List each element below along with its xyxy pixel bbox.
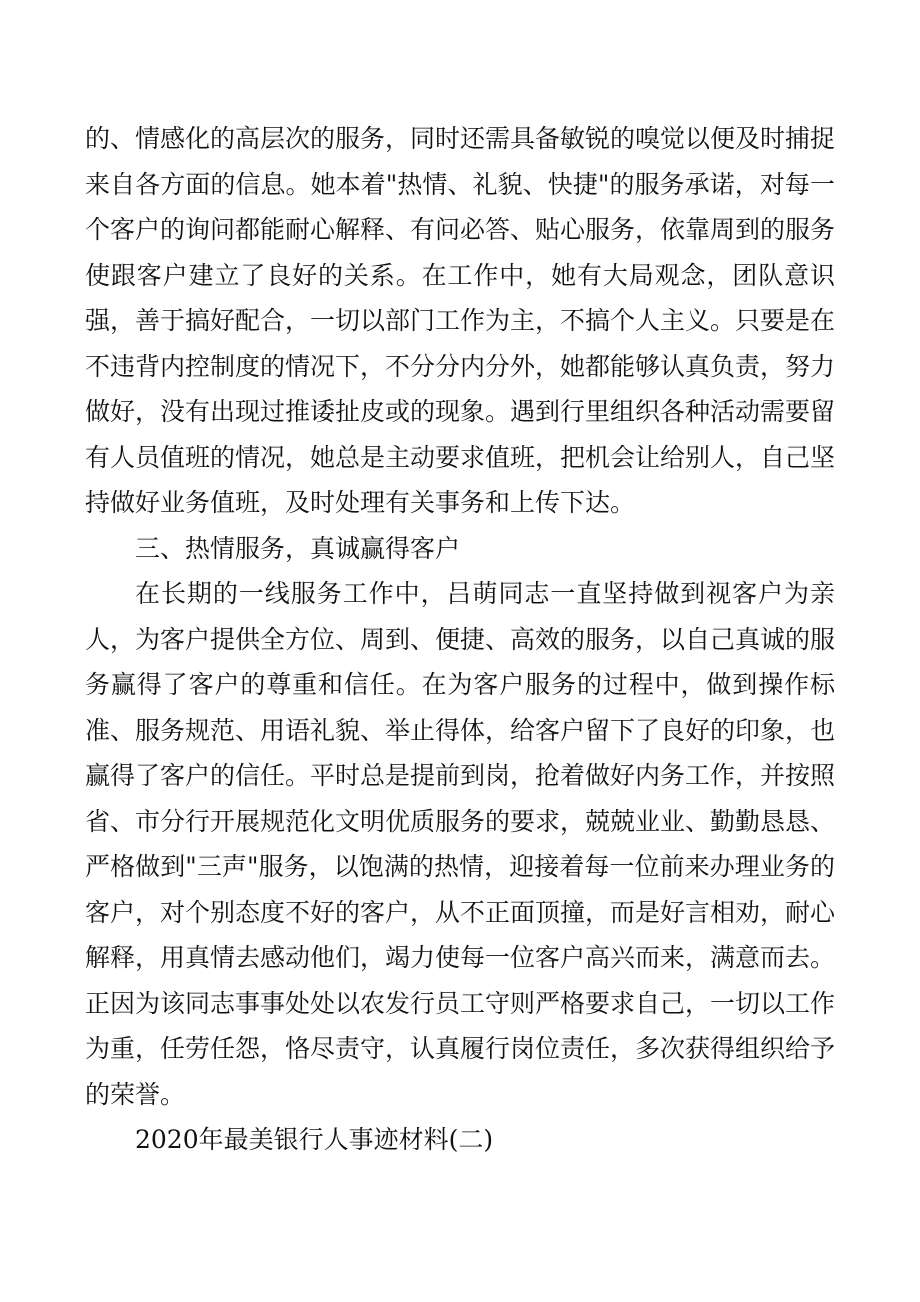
body-paragraph: 的、情感化的高层次的服务，同时还需具备敏锐的嗅觉以便及时捕捉来自各方面的信息。她本着"热情、礼貌、快捷"的服务承诺，对每一个客户的询问都能耐心解释、有问必答、贴心服务，依靠周到的服务使跟客户建立了良好的关系。在工作中，她有大局观念，团队意识强，善于搞好配合，一切以部门工作为主，不搞个人主义。只要是在不违背内控制度的情况下，不分分内分外，她都能够认真负责，努力做好，没有出现过推诿扯皮或的现象。遇到行里组织各种活动需要留有人员值班的情况，她总是主动要求值班，把机会让给别人，自己坚持做好业务值班，及时处理有关事务和上传下达。 (85, 124, 836, 517)
body-paragraph: 在长期的一线服务工作中，吕萌同志一直坚持做到视客户为亲人，为客户提供全方位、周到、便捷、高效的服务，以自己真诚的服务赢得了客户的尊重和信任。在为客户服务的过程中，做到操作标准、服务规范、用语礼貌、举止得体，给客户留下了良好的印象，也赢得了客户的信任。平时总是提前到岗，抢着做好内务工作，并按照省、市分行开展规范化文明优质服务的要求，兢兢业业、勤勤恳恳、严格做到"三声"服务，以饱满的热情，迎接着每一位前来办理业务的客户，对个别态度不好的客户，从不正面顶撞，而是好言相劝，耐心解释，用真情去感动他们，竭力使每一位客户高兴而来，满意而去。正因为该同志事事处处以农发行员工守则严格要求自己，一切以工作为重，任劳任怨，恪尽责守，认真履行岗位责任，多次获得组织给予的荣誉。 (85, 579, 836, 1109)
document-body (85, 116, 835, 1163)
section-heading: 三、热情服务，真诚赢得客户 (135, 533, 461, 563)
next-article-title: 2020年最美银行人事迹材料(二) (135, 1125, 494, 1154)
